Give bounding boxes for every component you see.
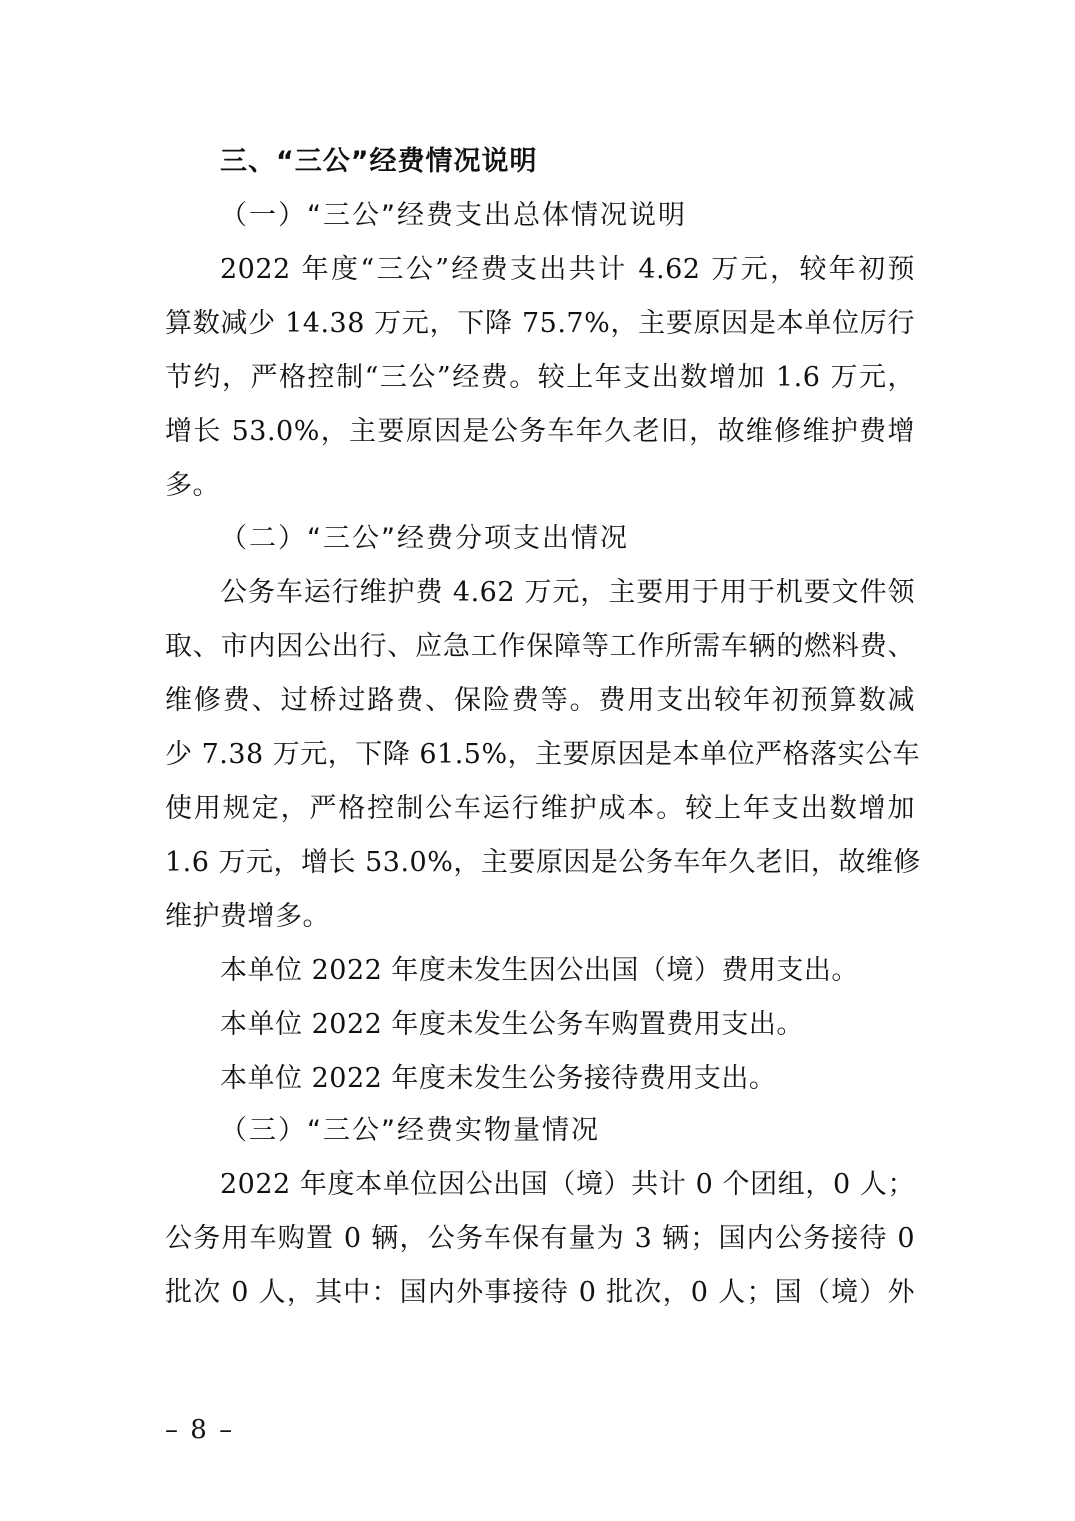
paragraph-line: 取、市内因公出行、应急工作保障等工作所需车辆的燃料费、 [165,631,915,662]
section-title: 三、“三公”经费情况说明 [220,146,538,177]
page-number: – 8 – [165,1415,235,1445]
paragraph-line: 少 7.38 万元，下降 61.5%，主要原因是本单位严格落实公车 [165,739,921,770]
note-line: 本单位 2022 年度未发生因公出国（境）费用支出。 [220,955,859,986]
paragraph-line: 维修费、过桥过路费、保险费等。费用支出较年初预算数减 [165,685,915,716]
note-line: 本单位 2022 年度未发生公务车购置费用支出。 [220,1009,804,1040]
subsection-2-heading: （二）“三公”经费分项支出情况 [220,523,629,554]
paragraph-line: 1.6 万元，增长 53.0%，主要原因是公务车年久老旧，故维修 [165,847,921,878]
paragraph-line: 公务用车购置 0 辆，公务车保有量为 3 辆；国内公务接待 0 [165,1223,915,1254]
paragraph-line: 2022 年度“三公”经费支出共计 4.62 万元，较年初预 [220,254,915,285]
paragraph-line: 节约，严格控制“三公”经费。较上年支出数增加 1.6 万元， [165,362,915,393]
paragraph-line: 增长 53.0%，主要原因是公务车年久老旧，故维修维护费增 [165,416,915,447]
paragraph-line: 多。 [165,470,220,501]
paragraph-line: 公务车运行维护费 4.62 万元，主要用于用于机要文件领 [220,577,915,608]
paragraph-line: 维护费增多。 [165,901,330,932]
paragraph-line: 算数减少 14.38 万元，下降 75.7%，主要原因是本单位厉行 [165,308,915,339]
paragraph-line: 批次 0 人，其中：国内外事接待 0 批次，0 人；国（境）外 [165,1277,915,1308]
paragraph-line: 使用规定，严格控制公车运行维护成本。较上年支出数增加 [165,793,915,824]
subsection-1-heading: （一）“三公”经费支出总体情况说明 [220,200,687,231]
note-line: 本单位 2022 年度未发生公务接待费用支出。 [220,1063,777,1094]
subsection-3-heading: （三）“三公”经费实物量情况 [220,1115,600,1146]
paragraph-line: 2022 年度本单位因公出国（境）共计 0 个团组，0 人； [220,1169,915,1200]
